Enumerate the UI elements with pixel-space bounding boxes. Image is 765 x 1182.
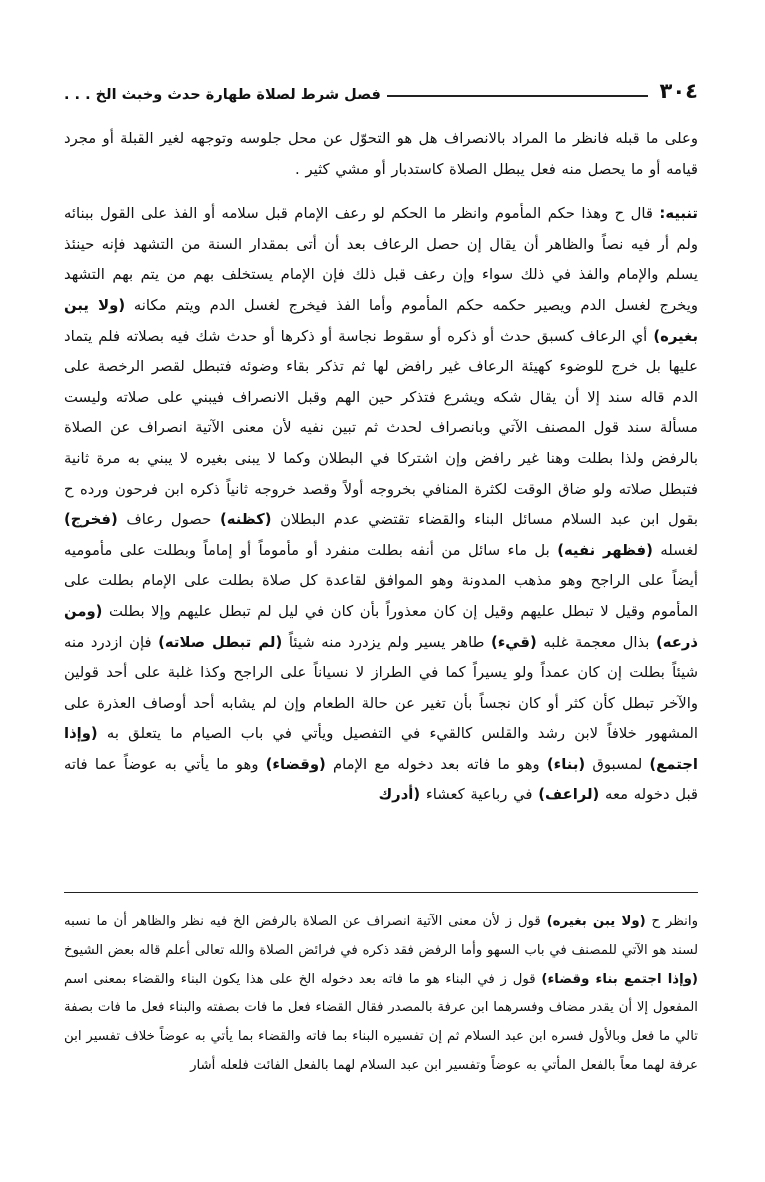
paragraph-2 <box>64 199 698 811</box>
text-run: قول ز لأن معنى الآتية انصراف عن الصلاة بالرفض الخ فيه نظر والظاهر أن ما نسبه لسند هو الآتي للمصنف في باب السهو وأما الرفض فقد ذكره في فرائض الصلاة والله تعالى أعلم قاله بعض الشيوخ <box>64 914 698 958</box>
main-text <box>64 124 698 811</box>
text-run: أي الرعاف كسبق حدث أو ذكره أو سقوط نجاسة أو ذكرها أو حدث شك فيه بصلاته فلم يتماد عليها بل خرج للوضوء كهيئة الرعاف غير رافض لها ثم تذكر بقاء وضوئه فتبطل لقصر الرخصة على الدم قاله سند إلا أن يقال شكه ويشرع فتذكر حين الهم وقبل الانصراف فيبني على صلاته وليست مسألة سند قول المصنف الآتي وبانصراف لحدث ثم تبين نفيه لأن معنى الآتية انصراف عن الصلاة بالرفض ولذا بطلت وهنا غير رافض وإن اشتركا في البطلان وكما لا يبنى بغيره لا يبني به مرة ثانية فتبطل صلاته ولو ضاق الوقت لكثرة المنافي بخروجه أولاً وقصد خروجه ثانياً ذكره ابن فرحون ورده ح بقول ابن عبد السلام مسائل البناء والقضاء تقتضي عدم البطلان <box>64 327 698 529</box>
matn-quote: (وإذا اجتمع بناء وقضاء) <box>541 971 698 987</box>
matn-quote: (ولا يبن بغيره) <box>64 296 698 345</box>
text-run: لغسله <box>652 541 698 559</box>
matn-quote: (ومن ذرعه) <box>64 602 698 651</box>
matn-quote: (فخرج) <box>64 511 118 529</box>
text-run: وانظر ح <box>645 914 698 929</box>
text-run: طاهر يسير ولم يزدرد منه شيئاً <box>282 633 491 651</box>
page-number: ٣٠٤ <box>659 79 698 103</box>
footnote-paragraph <box>64 908 698 1081</box>
paragraph-1-text: وعلى ما قبله فانظر ما المراد بالانصراف هل هو التحوّل عن محل جلوسه وتوجهه لغير القبلة أو مجرد قيامه أو ما يحصل منه فعل يبطل الصلاة كاستدبار أو مشي كثير . <box>64 130 698 178</box>
page-header <box>64 78 698 102</box>
matn-quote: (كظنه) <box>219 511 272 529</box>
text-run: بذال معجمة غلبه <box>536 633 657 651</box>
matn-quote: (بناء) <box>546 755 586 773</box>
matn-quote: (ولا يبن بغيره) <box>546 914 646 929</box>
text-run: قول ز في البناء هو ما فاته بعد دخوله الخ على هذا يكون البناء والقضاء بمعنى اسم المفعول إلا أن يقدر مضاف وفسرهما ابن عرفة بالمصدر فقال القضاء فعل ما فات بصفته والبناء فعل ما فات بصفة تالي ما فعل وبالأول فسره ابن عبد السلام ثم إن تفسيره البناء بما فاته والقضاء بما يأتي به عوضاً خلاف تفسير ابن عرفة لهما معاً بالفعل المأتي به عوضاً وتفسير ابن عبد السلام لهما بالفعل الفائت فلعله أشار <box>64 971 698 1073</box>
matn-quote: (وقضاء) <box>265 755 326 773</box>
text-run: وهو ما فاته بعد دخوله مع الإمام <box>325 755 547 773</box>
matn-quote: (وإذا اجتمع) <box>64 725 698 773</box>
running-title: فصل شرط لصلاة طهارة حدث وخبث الخ . . . <box>64 86 381 103</box>
text-run: قال ح وهذا حكم المأموم وانظر ما الحكم لو رعف الإمام قبل سلامه أو الفذ على القول ببنائه ولم أر فيه نصاً والظاهر أن يقال إن حصل الرعاف بعد أن أتى بمقدار السنة من التشهد فإنه حينئذ يسلم والإمام والفذ في ذلك سواء وإن رعف قبل ذلك فإن الإمام يستخلف بهم من يتم بهم التشهد ويخرج لغسل الدم ويصير حكمه حكم المأموم وأما الفذ فيخرج لغسل الدم ويتم مكانه <box>64 205 699 314</box>
matn-quote: (فظهر نفيه) <box>557 541 653 559</box>
header-rule <box>387 95 648 97</box>
matn-quote: (لراعف) <box>538 786 600 804</box>
text-run: في رباعية كعشاء <box>420 786 539 804</box>
paragraph-gap <box>64 185 698 199</box>
text-run: فإن ازدرد منه شيئاً بطلت إن كان عمداً ولو يسيراً كما في الطراز لا نسياناً على الراجح وكذا غلبة على أحد قولين والآخر تبطل كأن كثر أو كان نجساً بأن تغير عن حالة الطعام وإن لم يشابه أحد أوصاف العذرة على المشهور خلافاً لابن رشد والقلس كالقيء في التفصيل ويأتي في باب الصيام ما يتعلق به <box>64 633 698 743</box>
matn-quote: (قيء) <box>490 633 537 651</box>
matn-quote: (أدرك <box>378 786 421 804</box>
text-run: بل ماء سائل من أنفه بطلت منفرد أو مأموماً أو إماماً وبطلت على مأموميه أيضاً على الراجح وهو مذهب المدونة وهو الموافق لقاعدة كل صلاة بطلت على الإمام بطلت على المأموم وقيل لا تبطل عليهم وقيل إن كان معذوراً بأن كان في ليل لم تبطل عليهم وإلا بطلت <box>64 541 698 620</box>
text-run: لمسبوق <box>585 755 650 773</box>
text-run: وهو ما يأتي به عوضاً عما فاته قبل دخوله معه <box>64 755 698 804</box>
matn-quote: (لم تبطل صلاته) <box>158 633 283 651</box>
note-label: تنبيه: <box>659 205 698 223</box>
footnote <box>64 908 698 1081</box>
paragraph-1 <box>64 124 698 185</box>
text-run: حصول رعاف <box>117 511 220 529</box>
footnote-divider <box>64 892 698 893</box>
